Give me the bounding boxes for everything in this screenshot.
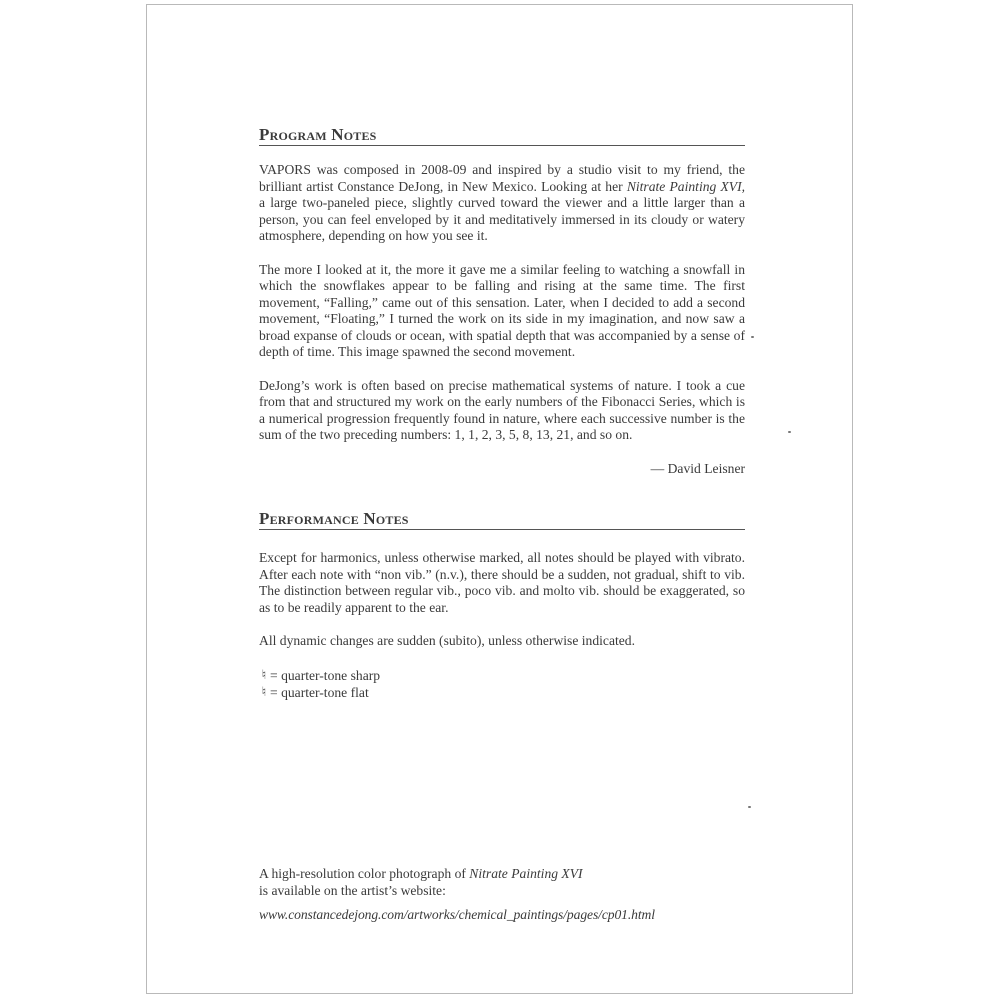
performance-notes-section <box>259 509 745 701</box>
legend-text-sharp: = quarter-tone sharp <box>270 667 381 683</box>
footer-painting-title: Nitrate Painting XVI <box>469 866 583 881</box>
legend-text-flat: = quarter-tone flat <box>270 684 369 700</box>
legend-row-flat <box>259 684 745 701</box>
program-notes-section <box>259 125 745 477</box>
artist-website-url: www.constancedejong.com/artworks/chemical_paintings/pages/cp01.html <box>259 907 655 922</box>
program-notes-heading: Program Notes <box>259 125 745 146</box>
program-notes-paragraph-3: DeJong’s work is often based on precise mathematical systems of nature. I took a cue from that and structured my work on the early numbers of the Fibonacci Series, which is a numerical progression frequently found in nature, where each successive number is the sum of the two preceding numbers: 1, 1, 2, 3, 5, 8, 13, 21, and so on. <box>259 377 745 442</box>
quarter-tone-flat-icon: ♮ <box>261 684 267 700</box>
accidental-legend <box>259 667 745 701</box>
p1-text-a: VAPORS was composed in 2008-09 and inspired by a studio visit to my friend, the brilliant artist Constance DeJong, in New Mexico. Looking at her <box>259 162 745 194</box>
document-page <box>146 4 853 994</box>
scan-speck <box>751 336 754 338</box>
author-signature: — David Leisner <box>650 460 745 476</box>
painting-title-italic: Nitrate Painting XVI, <box>626 178 746 194</box>
footer-text: A high-resolution color photograph of <box>259 866 470 881</box>
program-notes-paragraph-1 <box>259 162 745 245</box>
footer-line-1 <box>259 866 745 883</box>
performance-notes-heading: Performance Notes <box>259 509 745 530</box>
performance-notes-paragraph-1: Except for harmonics, unless otherwise marked, all notes should be played with vibrato. After each note with “non vib.” (n.v.), there should be a sudden, not gradual, shift to vib. The distinction between regular vib., poco vib. and molto vib. should be exaggerated, so as to be readily apparent to the ear. <box>259 550 745 615</box>
footer-note <box>259 866 745 924</box>
scan-speck <box>748 806 751 808</box>
legend-row-sharp <box>259 667 745 684</box>
performance-notes-paragraph-2: All dynamic changes are sudden (subito), unless otherwise indicated. <box>259 633 635 648</box>
quarter-tone-sharp-icon: ♮ <box>261 667 267 683</box>
scan-speck <box>788 431 791 433</box>
footer-line-2: is available on the artist’s website: <box>259 882 446 898</box>
program-notes-paragraph-2: The more I looked at it, the more it gave me a similar feeling to watching a snowfall in which the snowflakes appear to be falling and rising at the same time. The first movement, “Falling,” came out of this sensation. Later, when I decided to add a second movement, “Floating,” I turned the work on its side in my imagination, and now saw a broad expanse of clouds or ocean, with spatial depth that was accompanied by a sense of depth of time. This image spawned the second movement. <box>259 261 745 359</box>
p1-text-b: a large two-paneled piece, slightly curved toward the viewer and a little larger than a person, you can feel enveloped by it and meditatively immersed in its cloudy or watery atmosphere, depending on how you see it. <box>259 195 745 243</box>
